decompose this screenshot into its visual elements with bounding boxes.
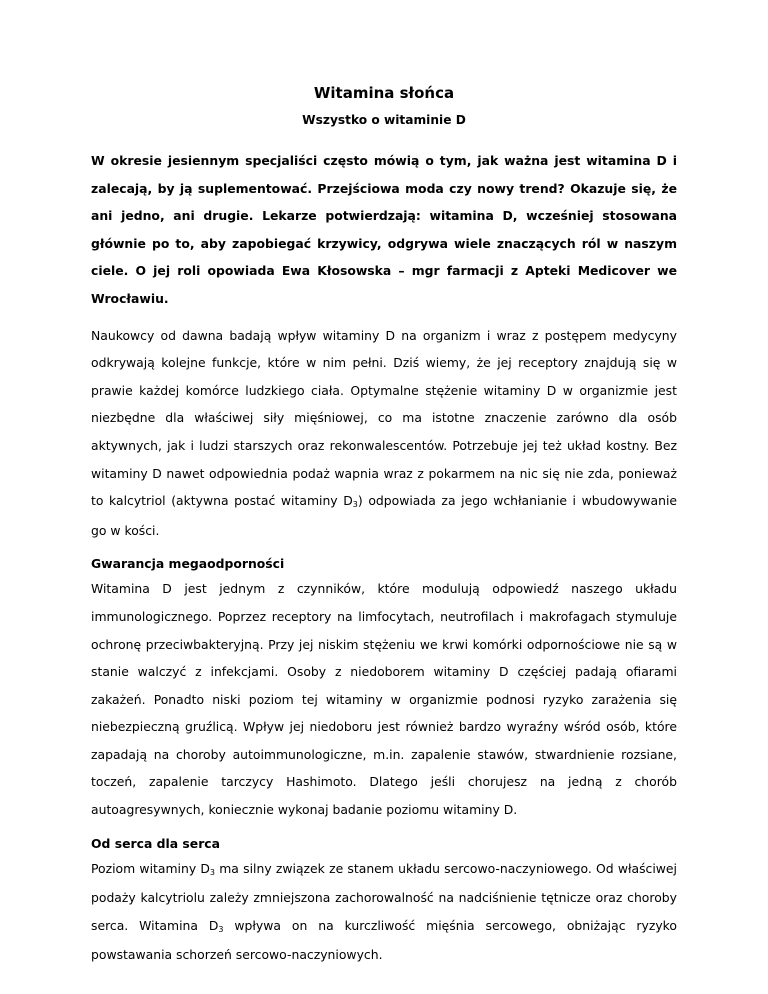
heart-text-part2: ma silny związek ze stanem układu sercowo-naczyniowego. Od właściwej podaży kalcytriolu zależy zmniejszona zachorowalność na nadciśnienie tętnicze oraz choroby serca. Witamina D: [91, 860, 677, 933]
intro-text-before: Naukowcy od dawna badają wpływ witaminy D na organizm i wraz z postępem medycyny odkrywają kolejne funkcje, które w nim pełni. Dziś wiemy, że jej receptory znajdują się w prawie każdej komórce ludzkiego ciała. Optymalne stężenie witaminy D w organizmie jest niezbędne dla właściwej siły mięśniowej, co ma istotne znaczenie zarówno dla osób aktywnych, jak i ludzi starszych oraz rekonwalescentów. Potrzebuje jej też układ kostny. Bez witaminy D nawet odpowiednia podaż wapnia wraz z pokarmem na nic się nie zda, ponieważ to kalcytriol (aktywna postać witaminy D: [91, 327, 677, 509]
document-title: Witamina słońca: [313, 84, 455, 102]
heart-text-part3: wpływa on na kurczliwość mięśnia sercowego, obniżając ryzyko powstawania schorzeń sercowo-naczyniowych.: [91, 917, 677, 963]
heart-subscript-2: 3: [218, 924, 224, 934]
document-page: [91, 78, 677, 978]
heart-paragraph: [91, 855, 677, 969]
document-subtitle: Wszystko o witaminie D: [302, 113, 466, 127]
heart-text-part1: Poziom witaminy D: [91, 860, 210, 876]
section-heading-heart: Od serca dla serca: [91, 835, 221, 851]
section-heading-immunity: Gwarancja megaodporności: [91, 556, 285, 572]
immunity-paragraph: Witamina D jest jednym z czynników, które modulują odpowiedź naszego układu immunologicznego. Poprzez receptory na limfocytach, neutrofilach i makrofagach stymuluje ochronę przeciwbakteryjną. Przy jej niskim stężeniu we krwi komórki odpornościowe nie są w stanie walczyć z infekcjami. Osoby z niedoborem witaminy D częściej padają ofiarami zakażeń. Ponadto niski poziom tej witaminy w organizmie podnosi ryzyko zarażenia się niebezpieczną gruźlicą. Wpływ jej niedoboru jest również bardzo wyraźny wśród osób, które zapadają na choroby autoimmunologiczne, m.in. zapalenie stawów, stwardnienie rozsiane, toczeń, zapalenie tarczycy Hashimoto. Dlatego jeśli chorujesz na jedną z chorób autoagresywnych, koniecznie wykonaj badanie poziomu witaminy D.: [91, 581, 677, 818]
intro-text-after: ) odpowiada za jego wchłanianie i wbudowywanie go w kości.: [91, 493, 678, 538]
heart-subscript-1: 3: [209, 867, 216, 877]
intro-paragraph: [91, 322, 677, 545]
intro-subscript: 3: [352, 500, 358, 510]
lead-paragraph: W okresie jesiennym specjaliści często mówią o tym, jak ważna jest witamina D i zalecają, by ją suplementować. Przejściowa moda czy nowy trend? Okazuje się, że ani jedno, ani drugie. Lekarze potwierdzają: witamina D, wcześniej stosowana głównie po to, aby zapobiegać krzywicy, odgrywa wiele znaczących ról w naszym ciele. O jej roli opowiada Ewa Kłosowska – mgr farmacji z Apteki Medicover we Wrocławiu.: [91, 153, 677, 306]
